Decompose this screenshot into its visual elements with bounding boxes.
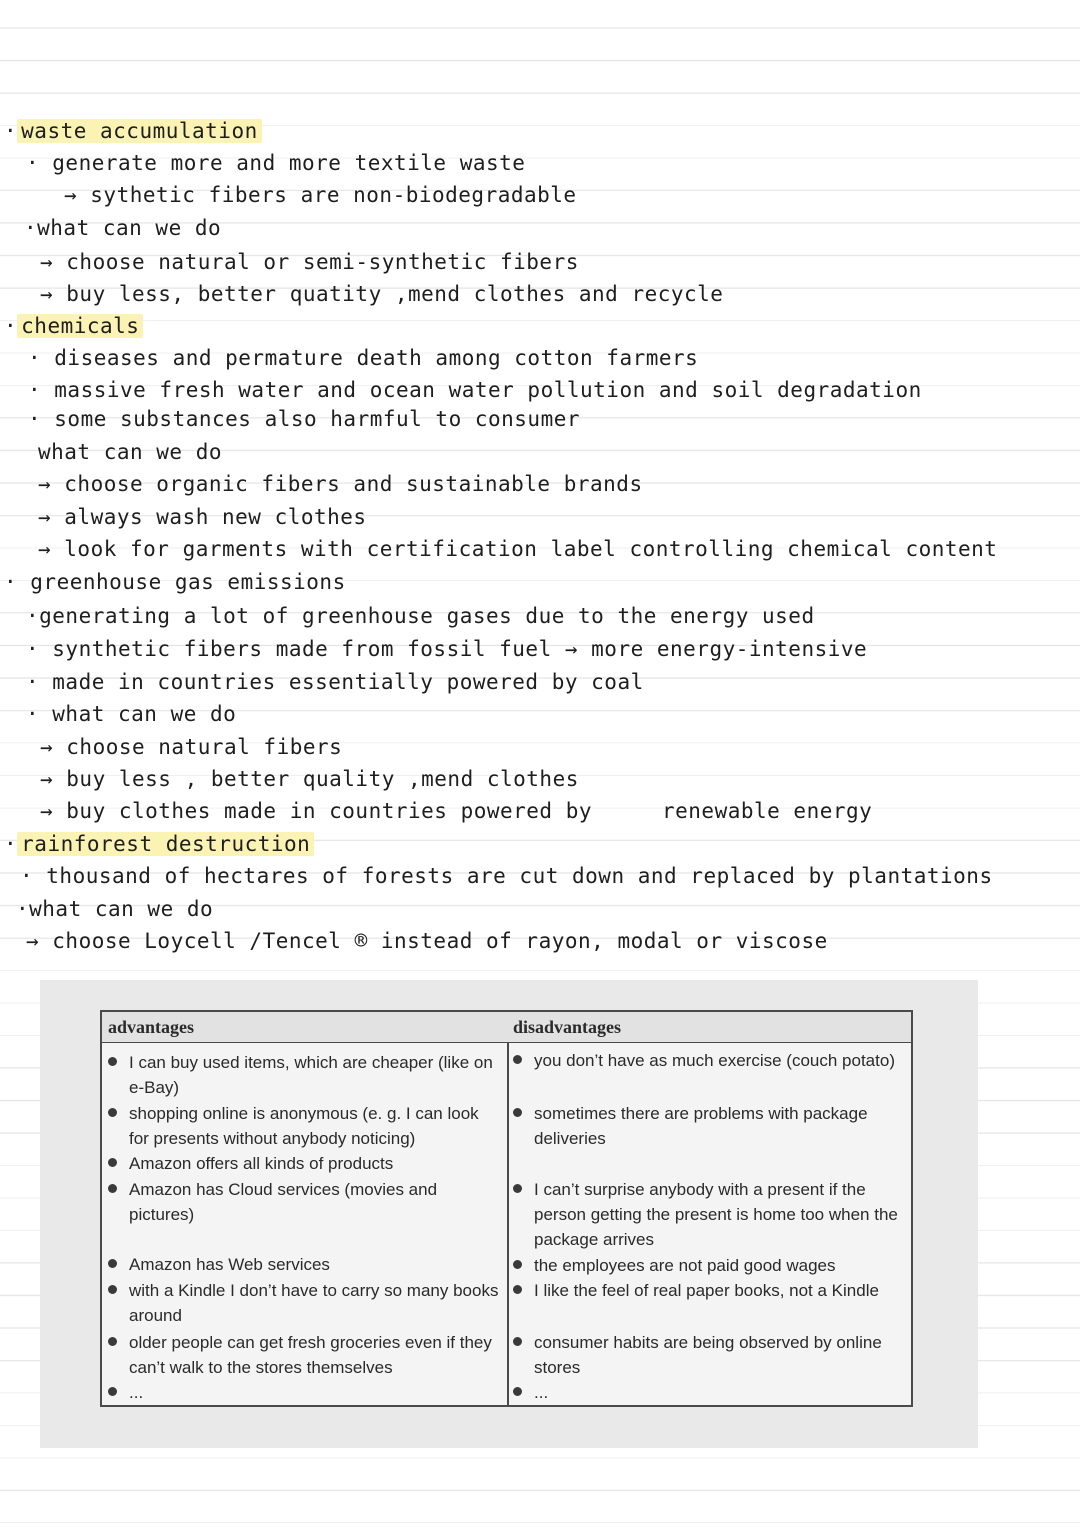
note-line: → buy less, better quatity ,mend clothes and recycle	[40, 282, 724, 306]
note-line: renewable energy	[662, 799, 873, 823]
list-item: sometimes there are problems with package deliveries	[507, 1101, 907, 1151]
list-item: Amazon has Web services	[102, 1252, 503, 1277]
bullet-icon	[513, 1337, 522, 1346]
disadvantages-header: disadvantages	[507, 1012, 911, 1043]
note-line: → buy clothes made in countries powered by	[40, 799, 593, 823]
section-heading-chemicals: · chemicals	[4, 312, 143, 340]
note-line: · what can we do	[26, 702, 237, 726]
list-item: you don’t have as much exercise (couch potato)	[507, 1048, 907, 1073]
note-line: · thousand of hectares of forests are cut down and replaced by plantations	[20, 864, 993, 888]
list-item: shopping online is anonymous (e. g. I can look for presents without anybody noticing)	[102, 1101, 503, 1151]
bullet-icon	[513, 1184, 522, 1193]
list-item: ...	[102, 1380, 503, 1405]
bullet-icon	[108, 1387, 117, 1396]
bullet-icon	[108, 1108, 117, 1117]
list-item: ...	[507, 1380, 907, 1405]
advantages-column	[102, 1012, 509, 1405]
note-line: · some substances also harmful to consumer	[28, 407, 581, 431]
list-item: consumer habits are being observed by online stores	[507, 1330, 907, 1380]
note-line: what can we do	[38, 440, 223, 464]
advantages-header: advantages	[102, 1012, 507, 1043]
section-heading-greenhouse: · greenhouse gas emissions	[4, 570, 346, 594]
list-item: I can buy used items, which are cheaper (like on e-Bay)	[102, 1050, 503, 1100]
bullet-icon	[108, 1259, 117, 1268]
bullet-icon	[108, 1184, 117, 1193]
heading-highlight: chemicals	[17, 314, 143, 338]
note-line: ·what can we do	[24, 216, 222, 240]
comparison-table	[100, 1010, 913, 1407]
note-line: ·generating a lot of greenhouse gases due to the energy used	[26, 604, 815, 628]
note-line: → look for garments with certification label controlling chemical content	[38, 537, 998, 561]
note-line: → choose organic fibers and sustainable brands	[38, 472, 643, 496]
note-line: · generate more and more textile waste	[26, 151, 526, 175]
list-item: with a Kindle I don’t have to carry so many books around	[102, 1278, 503, 1328]
note-line: · diseases and permature death among cotton farmers	[28, 346, 699, 370]
bullet-icon	[513, 1108, 522, 1117]
bullet-icon	[108, 1285, 117, 1294]
note-line: → choose natural or semi-synthetic fibers	[40, 250, 579, 274]
bullet-icon	[513, 1260, 522, 1269]
bullet-icon	[108, 1158, 117, 1167]
list-item: I like the feel of real paper books, not a Kindle	[507, 1278, 907, 1303]
heading-highlight: waste accumulation	[17, 119, 262, 143]
bullet-icon	[513, 1055, 522, 1064]
bullet-icon	[513, 1387, 522, 1396]
note-line: · massive fresh water and ocean water pollution and soil degradation	[28, 378, 922, 402]
disadvantages-column	[507, 1012, 911, 1405]
note-line: → buy less , better quality ,mend clothes	[40, 767, 579, 791]
note-line: · synthetic fibers made from fossil fuel → more energy-intensive	[26, 637, 868, 661]
section-heading-waste: · waste accumulation	[4, 117, 262, 145]
heading-highlight: rainforest destruction	[17, 832, 314, 856]
list-item: Amazon offers all kinds of products	[102, 1151, 503, 1176]
bullet-icon	[513, 1285, 522, 1294]
list-item: the employees are not paid good wages	[507, 1253, 907, 1278]
note-line: · made in countries essentially powered by coal	[26, 670, 644, 694]
note-line: ·what can we do	[16, 897, 214, 921]
note-line: → choose natural fibers	[40, 735, 343, 759]
list-item: older people can get fresh groceries even if they can’t walk to the stores themselves	[102, 1330, 503, 1380]
bullet-icon	[108, 1057, 117, 1066]
note-line: → choose Loycell /Tencel ® instead of rayon, modal or viscose	[26, 929, 828, 953]
list-item: Amazon has Cloud services (movies and pictures)	[102, 1177, 503, 1227]
note-line: → always wash new clothes	[38, 505, 367, 529]
section-heading-rainforest: · rainforest destruction	[4, 830, 314, 858]
bullet-icon	[108, 1337, 117, 1346]
list-item: I can’t surprise anybody with a present if the person getting the present is home too when the package arrives	[507, 1177, 907, 1252]
note-line: → sythetic fibers are non-biodegradable	[64, 183, 577, 207]
